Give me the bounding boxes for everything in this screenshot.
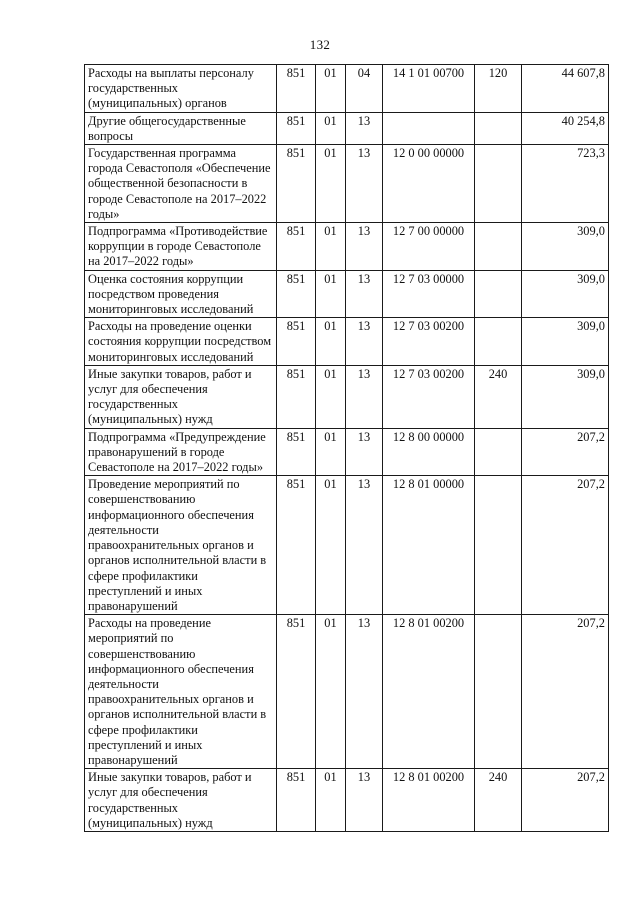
target-article-cell: 12 7 03 00200	[383, 365, 475, 428]
amount-cell: 723,3	[522, 145, 609, 223]
amount-cell: 309,0	[522, 318, 609, 366]
section-code-cell: 01	[316, 65, 346, 113]
subsection-code-cell: 13	[346, 615, 383, 769]
subsection-code-cell: 13	[346, 318, 383, 366]
grbs-code-cell: 851	[277, 318, 316, 366]
target-article-cell: 12 8 01 00200	[383, 615, 475, 769]
expense-name-cell: Государственная программа города Севастополя «Обеспечение общественной безопасности в городе Севастополе на 2017–2022 годы»	[85, 145, 277, 223]
subsection-code-cell: 13	[346, 270, 383, 318]
subsection-code-cell: 13	[346, 428, 383, 476]
target-article-cell: 12 0 00 00000	[383, 145, 475, 223]
subsection-code-cell: 13	[346, 769, 383, 832]
expense-name-cell: Подпрограмма «Противодействие коррупции в городе Севастополе на 2017–2022 годы»	[85, 223, 277, 271]
table-row	[85, 769, 609, 832]
expense-type-cell	[475, 112, 522, 144]
expense-name-cell: Другие общегосударственные вопросы	[85, 112, 277, 144]
table-row	[85, 112, 609, 144]
table-row	[85, 318, 609, 366]
grbs-code-cell: 851	[277, 769, 316, 832]
expense-type-cell: 120	[475, 65, 522, 113]
amount-cell: 44 607,8	[522, 65, 609, 113]
subsection-code-cell: 13	[346, 145, 383, 223]
amount-cell: 309,0	[522, 270, 609, 318]
page-number: 132	[309, 37, 331, 52]
table-row	[85, 365, 609, 428]
table-row	[85, 615, 609, 769]
expense-name-cell: Расходы на проведение мероприятий по совершенствованию информационного обеспечения деятельности правоохранительных органов и органов исполнительной власти в сфере профилактики преступлений и иных правонарушений	[85, 615, 277, 769]
target-article-cell: 12 7 03 00200	[383, 318, 475, 366]
grbs-code-cell: 851	[277, 65, 316, 113]
section-code-cell: 01	[316, 365, 346, 428]
section-code-cell: 01	[316, 112, 346, 144]
expense-name-cell: Подпрограмма «Предупреждение правонарушений в городе Севастополе на 2017–2022 годы»	[85, 428, 277, 476]
target-article-cell: 12 8 01 00000	[383, 476, 475, 615]
amount-cell: 207,2	[522, 428, 609, 476]
table-row	[85, 65, 609, 113]
section-code-cell: 01	[316, 318, 346, 366]
expense-name-cell: Расходы на выплаты персоналу государственных (муниципальных) органов	[85, 65, 277, 113]
amount-cell: 309,0	[522, 223, 609, 271]
expense-name-cell: Иные закупки товаров, работ и услуг для обеспечения государственных (муниципальных) нужд	[85, 365, 277, 428]
grbs-code-cell: 851	[277, 428, 316, 476]
section-code-cell: 01	[316, 270, 346, 318]
amount-cell: 207,2	[522, 769, 609, 832]
expense-name-cell: Иные закупки товаров, работ и услуг для обеспечения государственных (муниципальных) нужд	[85, 769, 277, 832]
section-code-cell: 01	[316, 145, 346, 223]
expense-name-cell: Проведение мероприятий по совершенствованию информационного обеспечения деятельности правоохранительных органов и органов исполнительной власти в сфере профилактики преступлений и иных правонарушений	[85, 476, 277, 615]
expense-name-cell: Расходы на проведение оценки состояния коррупции посредством мониторинговых исследований	[85, 318, 277, 366]
grbs-code-cell: 851	[277, 112, 316, 144]
section-code-cell: 01	[316, 615, 346, 769]
expense-type-cell	[475, 476, 522, 615]
target-article-cell: 14 1 01 00700	[383, 65, 475, 113]
amount-cell: 207,2	[522, 615, 609, 769]
expense-type-cell	[475, 318, 522, 366]
budget-table	[84, 64, 609, 832]
table-row	[85, 270, 609, 318]
target-article-cell: 12 8 01 00200	[383, 769, 475, 832]
grbs-code-cell: 851	[277, 365, 316, 428]
amount-cell: 309,0	[522, 365, 609, 428]
expense-type-cell	[475, 223, 522, 271]
section-code-cell: 01	[316, 769, 346, 832]
table-row	[85, 223, 609, 271]
grbs-code-cell: 851	[277, 615, 316, 769]
target-article-cell: 12 7 03 00000	[383, 270, 475, 318]
table-row	[85, 145, 609, 223]
section-code-cell: 01	[316, 223, 346, 271]
subsection-code-cell: 13	[346, 223, 383, 271]
expense-type-cell: 240	[475, 769, 522, 832]
subsection-code-cell: 13	[346, 476, 383, 615]
grbs-code-cell: 851	[277, 270, 316, 318]
subsection-code-cell: 13	[346, 112, 383, 144]
table-row	[85, 476, 609, 615]
section-code-cell: 01	[316, 428, 346, 476]
subsection-code-cell: 04	[346, 65, 383, 113]
expense-type-cell: 240	[475, 365, 522, 428]
grbs-code-cell: 851	[277, 476, 316, 615]
expense-type-cell	[475, 615, 522, 769]
target-article-cell	[383, 112, 475, 144]
target-article-cell: 12 8 00 00000	[383, 428, 475, 476]
expense-type-cell	[475, 270, 522, 318]
subsection-code-cell: 13	[346, 365, 383, 428]
section-code-cell: 01	[316, 476, 346, 615]
expense-type-cell	[475, 428, 522, 476]
expense-name-cell: Оценка состояния коррупции посредством проведения мониторинговых исследований	[85, 270, 277, 318]
expense-type-cell	[475, 145, 522, 223]
budget-table-body	[85, 65, 609, 832]
amount-cell: 207,2	[522, 476, 609, 615]
grbs-code-cell: 851	[277, 223, 316, 271]
target-article-cell: 12 7 00 00000	[383, 223, 475, 271]
amount-cell: 40 254,8	[522, 112, 609, 144]
table-row	[85, 428, 609, 476]
grbs-code-cell: 851	[277, 145, 316, 223]
